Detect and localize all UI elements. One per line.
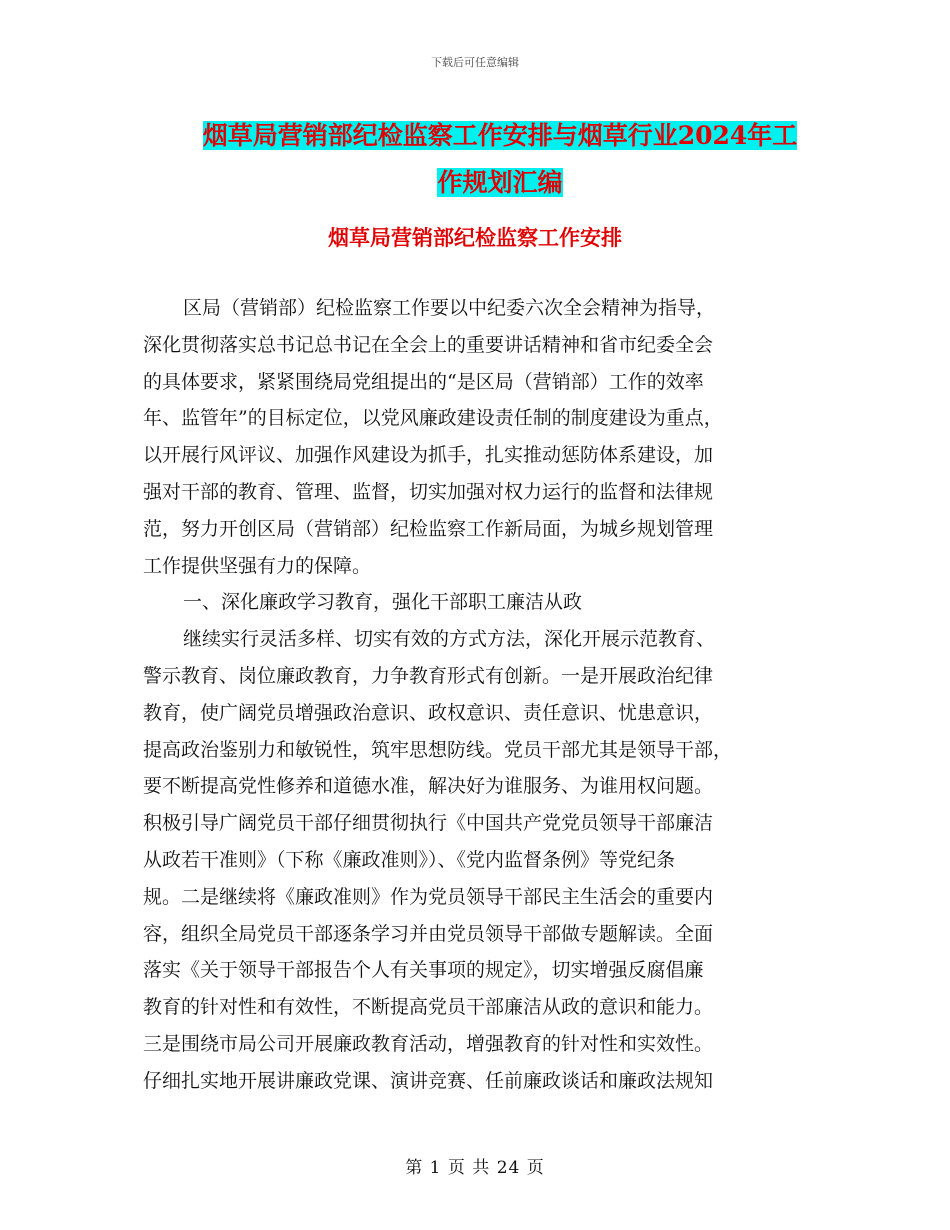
body-line: 范，努力开创区局（营销部）纪检监察工作新局面，为城乡规划管理 [143,517,714,540]
body-line: 强对干部的教育、管理、监督，切实加强对权力运行的监督和法律规 [143,480,714,503]
section-title: 烟草局营销部纪检监察工作安排 [328,225,622,250]
body-line: 以开展行风评议、加强作风建设为抓手，扎实推动惩防体系建设，加 [143,444,714,467]
body-line: 教育，使广阔党员增强政治意识、政权意识、责任意识、忧患意识， [143,701,714,724]
body-line: 容，组织全局党员干部逐条学习并由党员领导干部做专题解读。全面 [143,922,714,945]
document-title-line-2: 作规划汇编 [437,168,563,197]
body-line: 要不断提高党性修养和道德水准，解决好为谁服务、为谁用权问题。 [143,775,714,798]
body-line: 教育的针对性和有效性，不断提高党员干部廉洁从政的意识和能力。 [143,996,714,1019]
document-title-line-1: 烟草局营销部纪检监察工作安排与烟草行业2024年工 [202,121,798,150]
page-header-note: 下载后可任意编辑 [431,56,519,69]
body-line: 年、监管年”的目标定位，以党风廉政建设责任制的制度建设为重点， [143,407,723,430]
body-line: 仔细扎实地开展讲廉政党课、演讲竞赛、任前廉政谈话和廉政法规知 [143,1069,714,1092]
document-title [150,112,850,206]
body-line: 积极引导广阔党员干部仔细贯彻执行《中国共产党党员领导干部廉洁 [143,812,714,835]
body-line: 区局（营销部）纪检监察工作要以中纪委六次全会精神为指导， [183,297,716,319]
body-line: 三是围绕市局公司开展廉政教育活动，增强教育的针对性和实效性。 [143,1032,714,1055]
body-line: 的具体要求，紧紧围绕局党组提出的“是区局（营销部）工作的效率 [143,370,704,393]
page-number: 第 1 页 共 24 页 [405,1158,545,1178]
body-line: 提高政治鉴别力和敏锐性，筑牢思想防线。党员干部尤其是领导干部， [143,738,733,761]
body-line: 继续实行灵活多样、切实有效的方式方法，深化开展示范教育、 [183,628,716,651]
body-line: 落实《关于领导干部报告个人有关事项的规定》，切实增强反腐倡廉 [143,959,704,982]
body-line: 从政若干准则》（下称《廉政准则》）、《党内监督条例》等党纪条 [143,848,676,871]
body-text [143,290,803,1100]
body-line: 警示教育、岗位廉政教育，力争教育形式有创新。一是开展政治纪律 [143,664,714,687]
body-line: 深化贯彻落实总书记总书记在全会上的重要讲话精神和省市纪委全会 [143,333,714,356]
body-line: 工作提供坚强有力的保障。 [143,554,372,577]
body-line: 一、深化廉政学习教育，强化干部职工廉洁从政 [183,591,583,614]
body-line: 规。二是继续将《廉政准则》作为党员领导干部民主生活会的重要内 [143,885,714,908]
